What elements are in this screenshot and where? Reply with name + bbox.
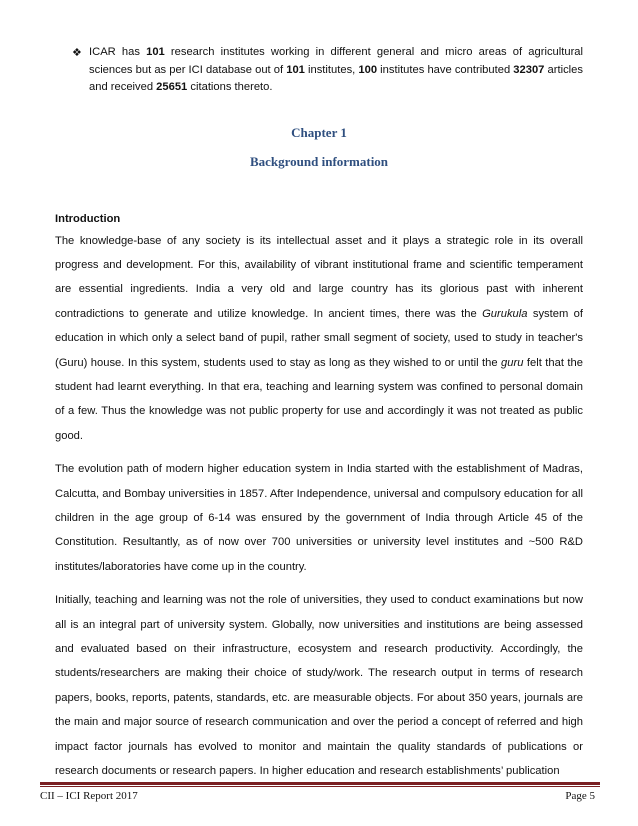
chapter-number: Chapter 1 xyxy=(291,124,347,140)
paragraph-1 xyxy=(55,229,583,449)
paragraph-2 xyxy=(55,457,583,579)
bold-figure: 101 xyxy=(286,63,305,76)
text-run: The evolution path of modern higher education system in India started with the establishment of Madras, Calcutta, and Bombay universities in 1857. After Independence, universal and compulsory education for all children in the age group of 6-14 was ensured by the government of India through Article 45 of the Constitution. Resultantly, as of now over 700 universities or university level institutes and ~500 R&D institutes/laboratories have come up in the country. xyxy=(55,463,583,573)
text-run: research institutes working in different general and micro areas of agricultural sciences but as per ICI database out of xyxy=(89,46,584,76)
footer-page-number: Page 5 xyxy=(565,790,595,802)
text-run: articles and received xyxy=(89,63,583,93)
bold-figure: 101 xyxy=(146,46,165,58)
page-content xyxy=(55,44,583,783)
text-run: institutes have contributed xyxy=(377,63,514,76)
chapter-title: Background information xyxy=(249,153,389,169)
text-run: ICAR has xyxy=(89,46,147,58)
bullet-item xyxy=(55,44,583,97)
bullet-text xyxy=(89,46,583,93)
paragraph-3 xyxy=(55,588,583,783)
text-run: system of education in which only a select band of pupil, rather small segment of society, used to study in teacher's (Guru) house. In this system, students used to stay as long as they wished to or until the xyxy=(55,307,583,369)
text-run: The knowledge-base of any society is its intellectual asset and it plays a strategic role in its overall progress and development. For this, availability of vibrant institutional frame and scientific temperament are essential ingredients. India a very old and large country has its glorious past with inherent contradictions to generate and utilize knowledge. In ancient times, there was the xyxy=(55,234,583,320)
footer-report-title: CII – ICI Report 2017 xyxy=(40,790,138,802)
section-heading: Introduction xyxy=(55,212,121,225)
footer-rule-thick xyxy=(40,782,600,785)
bold-figure: 25651 xyxy=(156,81,188,93)
footer-rule-thin xyxy=(40,786,600,787)
diamond-bullet-icon: ❖ xyxy=(72,46,82,59)
italic-term: Gurukula xyxy=(482,307,528,320)
bold-figure: 32307 xyxy=(513,63,545,76)
italic-term: guru xyxy=(501,356,524,369)
text-run: citations thereto. xyxy=(187,81,273,93)
text-run: institutes, xyxy=(304,63,359,76)
text-run: Initially, teaching and learning was not the role of universities, they used to conduct examinations but now all is an integral part of university system. Globally, now universities and institutions are being assessed and evaluated based on their infrastructure, ecosystem and research productivity. Accordingly, the students/researchers are making their choice of study/work. The research output in terms of research papers, books, reports, patents, standards, etc. are measurable objects. For about 350 years, journals are the main and major source of research communication and over the period a concept of referred and high impact factor journals has evolved to monitor and maintain the quality standards of publications or research documents or research papers. In higher education and research establishments’ publication xyxy=(55,594,583,778)
text-run: felt that the student had learnt everything. In that era, teaching and learning system was confined to personal domain of a few. Thus the knowledge was not public property for use and accordingly it was not treated as public good. xyxy=(55,356,583,442)
bold-figure: 100 xyxy=(358,63,378,76)
